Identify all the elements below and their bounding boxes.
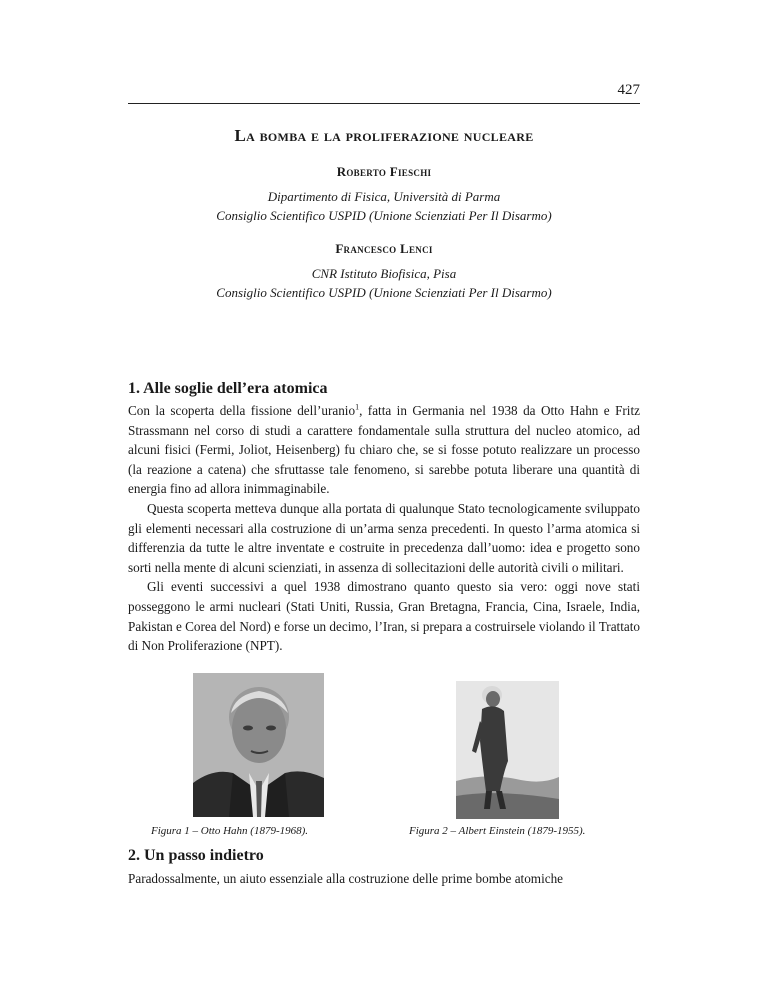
author-affiliation — [128, 264, 640, 302]
paragraph-text: Con la scoperta della fissione dell’uranio — [128, 403, 356, 418]
author-affiliation — [128, 187, 640, 225]
section-body — [128, 401, 640, 656]
figure-1-photo — [193, 673, 324, 817]
article-title: La bomba e la proliferazione nucleare — [234, 126, 534, 145]
footnote-marker[interactable]: 1 — [355, 402, 360, 412]
header-rule — [128, 103, 640, 104]
paragraph-text: , fatta in Germania nel 1938 da Otto Hahn e Fritz Strassmann nel corso di studi a carattere fondamentale sulla struttura del nucleo atomico, ad alcuni fisici (Fermi, Joliot, Heisenberg) fu chiaro che, se si fosse potuto realizzare un processo (la reazione a catena) che sfruttasse tale fenomeno, si sarebbe potuta liberare una quantità di energia fino ad allora inimmaginabile. — [128, 403, 640, 497]
affiliation-line: Consiglio Scientifico USPID (Unione Scienziati Per Il Disarmo) — [216, 208, 552, 223]
page-number: 427 — [617, 82, 640, 98]
figure-caption: Figura 2 – Albert Einstein (1879-1955). — [409, 825, 586, 837]
section-heading: 1. Alle soglie dell’era atomica — [128, 380, 328, 397]
author-name: Francesco Lenci — [335, 241, 433, 256]
affiliation-line: Dipartimento di Fisica, Università di Parma — [267, 189, 501, 204]
section-heading: 2. Un passo indietro — [128, 847, 264, 864]
figure-2-photo — [456, 681, 559, 819]
author-name: Roberto Fieschi — [336, 164, 432, 179]
paragraph — [128, 401, 640, 499]
paragraph: Paradossalmente, un aiuto essenziale alla costruzione delle prime bombe atomiche — [128, 871, 564, 886]
affiliation-line: CNR Istituto Biofisica, Pisa — [311, 266, 457, 281]
affiliation-line: Consiglio Scientifico USPID (Unione Scienziati Per Il Disarmo) — [216, 285, 552, 300]
paragraph: Gli eventi successivi a quel 1938 dimostrano quanto questo sia vero: oggi nove stati posseggono le armi nucleari (Stati Uniti, Russia, Gran Bretagna, Francia, Cina, Israele, India, Pakistan e Corea del Nord) e forse un decimo, l’Iran, si prepara a costruirsele violando il Trattato di Non Proliferazione (NPT). — [128, 579, 640, 654]
figure-caption: Figura 1 – Otto Hahn (1879-1968). — [151, 825, 309, 837]
paragraph: Questa scoperta metteva dunque alla portata di qualunque Stato tecnologicamente sviluppato gli elementi necessari alla costruzione di un’arma senza precedenti. In questo l’arma atomica si differenzia da tutte le altre inventate e costruite in precedenza dall’uomo: idea e progetto sono sorti nella mente di alcuni scienziati, in assenza di sollecitazioni delle autorità civili o militari. — [128, 500, 640, 575]
portrait-image — [193, 673, 324, 817]
standing-figure-image — [456, 681, 559, 819]
section-body — [128, 869, 640, 889]
